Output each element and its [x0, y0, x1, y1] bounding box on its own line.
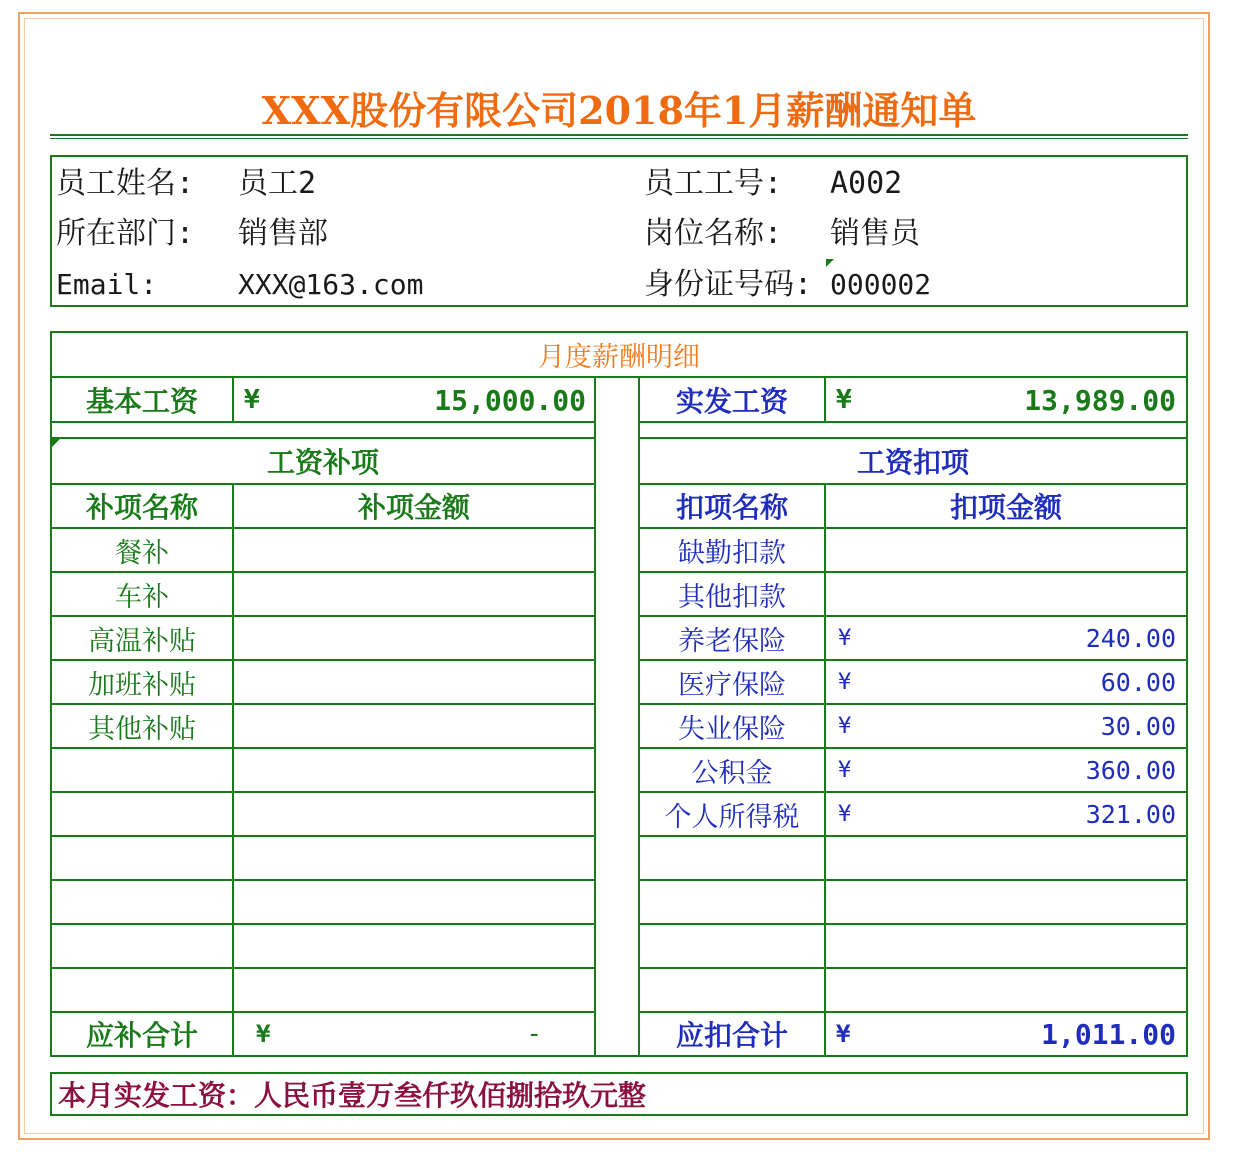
email: XXX@163.com [238, 268, 424, 301]
employee-id: A002 [830, 166, 903, 201]
base-salary-label: 基本工资 [85, 385, 198, 418]
deduction-item-name: 其他扣款 [678, 581, 786, 613]
deduction-item-amount [828, 881, 1176, 923]
deduction-item-amount [828, 529, 1176, 571]
idcard: 000002 [830, 268, 932, 301]
deduction-item-currency: ¥ [838, 757, 852, 783]
allowance-total-currency: ¥ [256, 1020, 271, 1048]
allowance-item-name [52, 749, 232, 791]
net-salary-label: 实发工资 [675, 385, 788, 418]
deduction-item-name [640, 881, 824, 923]
deduction-item-name: 养老保险 [678, 625, 786, 657]
employee-name-label: 员工姓名: [56, 166, 195, 201]
deduction-item-name [640, 925, 824, 967]
deduction-item-name: 个人所得税 [664, 801, 800, 833]
deduction-item-amount [828, 573, 1176, 615]
allowance-item-amount [234, 749, 594, 791]
allowance-item-name: 加班补贴 [88, 669, 196, 701]
deduction-col-amount: 扣项金额 [949, 491, 1062, 524]
allowance-col-name: 补项名称 [85, 491, 198, 524]
base-salary-value: 15,000.00 [434, 383, 586, 417]
allowance-item-name [52, 925, 232, 967]
net-salary-currency: ¥ [836, 385, 852, 415]
allowance-item-amount [234, 881, 594, 923]
deduction-total-value: 1,011.00 [1041, 1017, 1176, 1051]
department-label: 所在部门: [56, 216, 195, 251]
base-salary-currency: ¥ [244, 385, 260, 415]
allowance-item-amount [234, 529, 594, 571]
comment-marker-icon [826, 259, 834, 267]
deduction-item-name: 医疗保险 [678, 669, 786, 701]
deduction-item-name: 公积金 [691, 757, 773, 789]
allowance-item-name: 餐补 [115, 537, 169, 569]
allowance-item-name [52, 793, 232, 835]
net-salary-value: 13,989.00 [1024, 383, 1176, 417]
footer-text: 本月实发工资：人民币壹万叁仟玖佰捌拾玖元整 [58, 1079, 647, 1112]
allowance-item-amount [234, 925, 594, 967]
employee-id-label: 员工工号: [644, 166, 783, 201]
deduction-item-name [640, 837, 824, 879]
deduction-item-amount: 321.00 [1085, 799, 1176, 829]
idcard-label: 身份证号码: [644, 267, 813, 302]
deduction-total-currency: ¥ [836, 1020, 851, 1048]
deduction-col-name: 扣项名称 [675, 491, 788, 524]
allowance-item-name: 高温补贴 [88, 625, 196, 657]
page-title: XXX股份有限公司2018年1月薪酬通知单 [261, 88, 977, 133]
allowance-section-title: 工资补项 [266, 446, 379, 479]
deduction-item-name: 失业保险 [678, 713, 786, 745]
deduction-item-amount: 240.00 [1085, 623, 1176, 653]
employee-info-box [50, 155, 1188, 307]
deduction-item-currency: ¥ [838, 669, 852, 695]
deduction-item-currency: ¥ [838, 625, 852, 651]
department: 销售部 [238, 216, 328, 251]
deduction-item-currency: ¥ [838, 713, 852, 739]
deduction-item-amount: 360.00 [1085, 755, 1176, 785]
allowance-item-amount [234, 705, 594, 747]
allowance-item-name: 其他补贴 [88, 713, 196, 745]
allowance-total-value: - [526, 1019, 542, 1049]
deduction-item-name: 缺勤扣款 [678, 537, 786, 569]
deduction-section-title: 工资扣项 [856, 446, 969, 479]
deduction-item-currency: ¥ [838, 801, 852, 827]
deduction-total-label: 应扣合计 [675, 1019, 788, 1052]
allowance-item-amount [234, 837, 594, 879]
position-label: 岗位名称: [644, 216, 783, 251]
employee-name: 员工2 [238, 166, 317, 201]
allowance-item-name [52, 881, 232, 923]
position: 销售员 [830, 216, 920, 251]
allowance-item-amount [234, 793, 594, 835]
allowance-item-name: 车补 [115, 581, 169, 613]
allowance-total-label: 应补合计 [85, 1019, 198, 1052]
deduction-item-amount: 30.00 [1100, 711, 1176, 741]
allowance-item-amount [234, 617, 594, 659]
detail-header: 月度薪酬明细 [538, 342, 700, 373]
allowance-item-amount [234, 573, 594, 615]
deduction-item-amount: 60.00 [1100, 667, 1176, 697]
allowance-item-name [52, 837, 232, 879]
deduction-item-amount [828, 925, 1176, 967]
allowance-item-amount [234, 661, 594, 703]
allowance-col-amount: 补项金额 [357, 491, 470, 524]
email-label: Email: [56, 268, 158, 301]
title-divider [50, 134, 1188, 139]
deduction-item-amount [828, 837, 1176, 879]
